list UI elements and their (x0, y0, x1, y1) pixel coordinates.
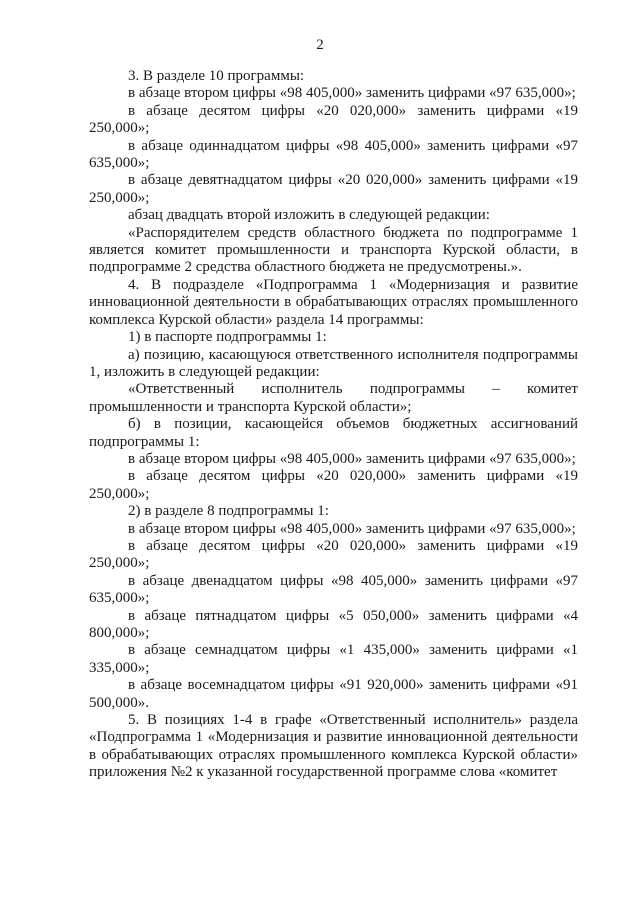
page-number: 2 (316, 37, 324, 53)
paragraph-item-a-text: «Ответственный исполнитель подпрограммы – комитет промышленности и транспорта Курской области»; (89, 381, 578, 415)
paragraph-amend-abzac-11: в абзаце одиннадцатом цифры «98 405,000» заменить цифрами «97 635,000»; (89, 137, 578, 172)
paragraph-section-5: 5. В позициях 1-4 в графе «Ответственный исполнитель» раздела «Подпрограмма 1 «Модернизация и развитие инновационной деятельности в обрабатывающих отраслях промышленного комплекса Курской области» приложения №2 к указанной государственной программе слова «комитет (89, 712, 578, 781)
paragraph-item-b-abzac-2: в абзаце втором цифры «98 405,000» заменить цифрами «97 635,000»; (128, 450, 576, 467)
paragraph-section-4-heading: 4. В подразделе «Подпрограмма 1 «Модернизация и развитие инновационной деятельности в обрабатывающих отраслях промышленного комплекса Курской области» раздела 14 программы: (89, 276, 578, 328)
paragraph-s8-abzac-18: в абзаце восемнадцатом цифры «91 920,000» заменить цифрами «91 500,000». (89, 677, 578, 711)
paragraph-section-3-heading: 3. В разделе 10 программы: (128, 68, 305, 84)
paragraph-amend-abzac-10: в абзаце десятом цифры «20 020,000» заменить цифрами «19 250,000»; (89, 102, 578, 137)
paragraph-item-b: б) в позиции, касающейся объемов бюджетных ассигнований подпрограммы 1: (89, 416, 578, 450)
document-body (89, 68, 578, 782)
paragraph-abzac-22-intro: абзац двадцать второй изложить в следующей редакции: (128, 207, 490, 224)
paragraph-item-a: а) позицию, касающуюся ответственного исполнителя подпрограммы 1, изложить в следующей редакции: (89, 346, 578, 380)
paragraph-amend-abzac-2: в абзаце втором цифры «98 405,000» заменить цифрами «97 635,000»; (128, 85, 576, 102)
paragraph-s8-abzac-17: в абзаце семнадцатом цифры «1 435,000» заменить цифрами «1 335,000»; (89, 642, 578, 676)
paragraph-abzac-22-text: «Распорядителем средств областного бюджета по подпрограмме 1 является комитет промышленности и транспорта Курской области, в подпрограмме 2 средства областного бюджета не предусмотрены.». (89, 224, 578, 276)
paragraph-section-8-heading: 2) в разделе 8 подпрограммы 1: (128, 503, 329, 520)
paragraph-item-b-abzac-10: в абзаце десятом цифры «20 020,000» заменить цифрами «19 250,000»; (89, 468, 578, 502)
paragraph-s8-abzac-12: в абзаце двенадцатом цифры «98 405,000» заменить цифрами «97 635,000»; (89, 572, 578, 607)
paragraph-s8-abzac-2: в абзаце втором цифры «98 405,000» заменить цифрами «97 635,000»; (128, 520, 576, 537)
paragraph-passport-heading: 1) в паспорте подпрограммы 1: (128, 329, 327, 346)
paragraph-s8-abzac-15: в абзаце пятнадцатом цифры «5 050,000» заменить цифрами «4 800,000»; (89, 607, 578, 641)
paragraph-s8-abzac-10: в абзаце десятом цифры «20 020,000» заменить цифрами «19 250,000»; (89, 537, 578, 572)
paragraph-amend-abzac-19: в абзаце девятнадцатом цифры «20 020,000» заменить цифрами «19 250,000»; (89, 172, 578, 206)
